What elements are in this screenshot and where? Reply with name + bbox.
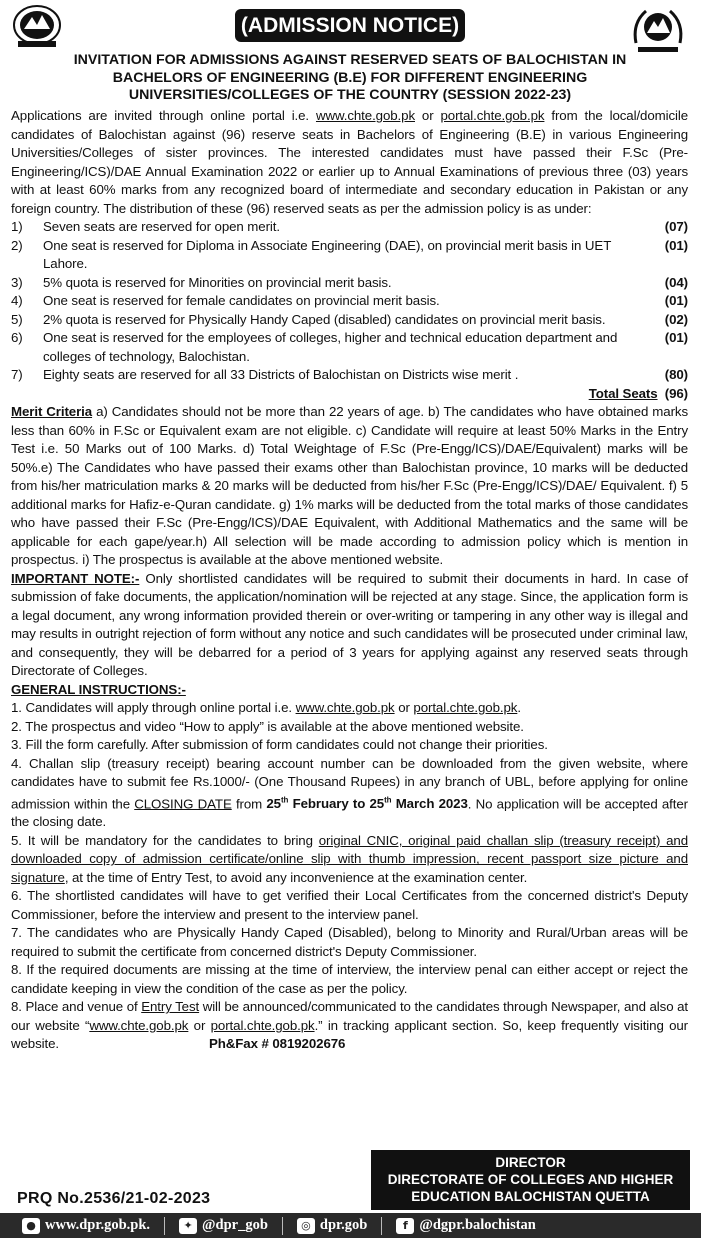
list-item [11, 366, 688, 385]
date-suffix: th [280, 795, 289, 805]
date-suffix: th [384, 795, 392, 805]
government-seal-icon [630, 3, 686, 57]
director-line: DIRECTORATE OF COLLEGES AND HIGHER [387, 1172, 674, 1187]
instruction-item: 8. If the required documents are missing at the time of interview, the interview penal can either accept or reject the candidate keeping in view the condition of the case as per the policy. [11, 962, 688, 996]
twitter-item[interactable] [179, 1217, 268, 1234]
instruction-text: 1. Candidates will apply through online portal i.e. [11, 700, 296, 715]
chte-website-link[interactable]: www.chte.gob.pk [89, 1017, 189, 1033]
instruction-item [11, 755, 688, 832]
item-number: 3) [11, 274, 23, 290]
instruction-text: 8. Place and venue of [11, 999, 142, 1015]
divider [381, 1217, 382, 1235]
instruction-text: or [188, 1017, 211, 1033]
instagram-icon: ◎ [297, 1218, 315, 1234]
instruction-text: or [394, 700, 414, 715]
list-item [11, 329, 688, 366]
important-note-label: IMPORTANT NOTE:- [11, 570, 140, 586]
item-number: 4) [11, 293, 23, 308]
phone-fax-number: Ph&Fax # 0819202676 [208, 1036, 346, 1052]
instruction-item [11, 699, 688, 718]
item-text: Seven seats are reserved for open merit. [43, 219, 280, 234]
item-number: 7) [11, 367, 23, 382]
important-note-text: Only shortlisted candidates will be required to submit their documents in hard. In case of submission of fake documents, the application/nomination will be rejected at any stage. Since, the application form is a legal document, any wrong information provided therein or over-writing or tampering in any other way is illegal and may results in outright rejection of form without any notice and such candidates will be prosecuted under criminal law, and consequently, they will be debarred for a period of 3 years for applying against any reserved seats through Directorate of Colleges. [11, 570, 689, 678]
item-count: (04) [664, 274, 688, 290]
chte-portal-link[interactable]: portal.chte.gob.pk [440, 108, 545, 123]
instruction-item [11, 998, 688, 1054]
instruction-text: 5. It will be mandatory for the candidates to bring [11, 832, 319, 848]
total-seats [11, 385, 688, 404]
heading-line: INVITATION FOR ADMISSIONS AGAINST RESERVED SEATS OF BALOCHISTAN IN [73, 52, 627, 68]
chte-portal-link[interactable]: portal.chte.gob.pk [413, 700, 518, 715]
notice-body [11, 107, 688, 1054]
merit-criteria-label: Merit Criteria [11, 404, 93, 419]
instruction-text: 4. Challan slip (treasury receipt) bearing account number can be downloaded from the given website, where candidates have to submit fee Rs.1000/- (One Thousand Rupees) in any branch of UBL, before applying for online admission within the [11, 755, 688, 811]
instruction-text: . No application will be accepted after the closing date. [11, 795, 688, 830]
date-text: 25 [266, 795, 281, 811]
intro-text: from the local/domicile candidates of Balochistan against (96) reserve seats in Bachelors of Engineering (B.E) in various Engineering Universities/Colleges of sister provinces. The interested candidates must have passed their F.Sc (Pre-Engineering/ICS)/DAE Annual Examination 2022 or earlier up to Annual Examinations of previous three (03) years with at least 60% marks from any recognized board of intermediate and secondary education in Pakistan or any foreign country. The distribution of these (96) reserved seats as per the admission policy is as under: [11, 108, 689, 216]
list-item [11, 311, 688, 330]
director-line: DIRECTOR [495, 1155, 566, 1170]
item-number: 6) [11, 330, 23, 345]
list-item [11, 237, 688, 274]
list-item [11, 292, 688, 311]
item-count: (01) [664, 237, 688, 253]
total-seats-label: Total Seats [588, 385, 658, 401]
item-number: 1) [11, 219, 23, 234]
director-line: EDUCATION BALOCHISTAN QUETTA [411, 1189, 650, 1204]
seat-distribution-list [11, 218, 688, 403]
twitter-icon: ✦ [179, 1218, 197, 1234]
divider [282, 1217, 283, 1235]
director-block [371, 1150, 690, 1210]
balochistan-emblem-icon [12, 3, 62, 49]
instagram-item[interactable] [297, 1217, 367, 1234]
item-text: Eighty seats are reserved for all 33 Districts of Balochistan on Districts wise merit . [43, 367, 519, 382]
instruction-text: . [517, 700, 521, 715]
instruction-text: .” in tracking applicant section. So, keep frequently visiting our website. [11, 1017, 689, 1052]
divider [164, 1217, 165, 1235]
notice-heading [40, 52, 660, 105]
important-note-paragraph [11, 570, 688, 681]
item-count: (80) [664, 367, 688, 382]
instruction-item: 3. Fill the form carefully. After submission of form candidates could not change their priorities. [11, 737, 548, 752]
instruction-item: 6. The shortlisted candidates will have to get verified their Local Certificates from the concerned district's Deputy Commissioner, before the interview and present to the interview panel. [11, 888, 688, 922]
item-text: 2% quota is reserved for Physically Handy Caped (disabled) candidates on provincial merit basis. [43, 311, 606, 327]
chte-portal-link[interactable]: portal.chte.gob.pk [210, 1017, 315, 1033]
merit-criteria-text: a) Candidates should not be more than 22 years of age. b) The candidates who have obtained marks less than 60% in F.Sc or Equivalent exam are not eligible. c) Candidate will require at least 50% Marks in the Entry Test i.e. 50 Marks out of 100 Marks. d) Total Weightage of F.Sc (Pre-Engg/ICS)/DAE/Equivalent) marks will be 50%.e) The Candidates who have passed their exams other than Balochistan province, 10 marks will be deducted from his/her matriculation marks & 20 marks will be deducted from his/her F.Sc (Pre-Engg/ICS)/DAE/ Equivalent. f) 5 additional marks for Hafiz-e-Quran candidate. g) 1% marks will be deducted from the total marks of those candidates who have passed their F.Sc (Pre-Engg/ICS)/DAE Equivalent, with Additional Mathematics and the same will be applicable for each gape/year.h) All selection will be made according to admission policy which is mention in prospectus. i) The prospectus is available at the above mentioned website. [11, 404, 688, 567]
item-number: 2) [11, 237, 23, 253]
entry-test-text: Entry Test [141, 999, 200, 1015]
instruction-item: 2. The prospectus and video “How to apply” is available at the above mentioned website. [11, 718, 524, 734]
intro-text: or [415, 108, 441, 123]
instruction-item [11, 832, 688, 888]
globe-icon: ● [22, 1218, 40, 1234]
closing-date-label: CLOSING DATE [134, 795, 232, 811]
prq-number: PRQ No.2536/21-02-2023 [17, 1190, 211, 1207]
social-footer-bar [0, 1213, 701, 1238]
item-number: 5) [11, 311, 23, 327]
date-text: February to 25 [288, 795, 385, 811]
instruction-text: from [231, 795, 267, 811]
merit-criteria-paragraph [11, 403, 688, 570]
instruction-text: , at the time of Entry Test, to avoid any inconvenience at the examination center. [64, 869, 528, 885]
instagram-handle: dpr.gob [319, 1217, 368, 1233]
instruction-item: 7. The candidates who are Physically Handy Caped (Disabled), belong to Minority and Rural/Urban areas will be required to submit the certificate from concerned district's Deputy Commissioner. [11, 925, 688, 959]
website-text: www.dpr.gob.pk. [45, 1217, 151, 1233]
intro-text: Applications are invited through online portal i.e. [11, 108, 316, 123]
item-text: 5% quota is reserved for Minorities on provincial merit basis. [43, 274, 392, 290]
item-count: (02) [664, 311, 688, 327]
instruction-text: will be announced/communicated to the candidates through Newspaper, and also at our website “ [11, 999, 688, 1033]
chte-website-link[interactable]: www.chte.gob.pk [295, 700, 395, 715]
general-instructions-label: GENERAL INSTRUCTIONS:- [11, 681, 186, 697]
item-text: One seat is reserved for Diploma in Associate Engineering (DAE), on provincial merit basis in UET Lahore. [43, 237, 611, 271]
heading-line: UNIVERSITIES/COLLEGES OF THE COUNTRY (SESSION 2022-23) [128, 87, 572, 103]
facebook-item[interactable] [396, 1217, 536, 1234]
list-item [11, 274, 688, 293]
twitter-handle: @dpr_gob [202, 1217, 268, 1233]
date-text: March 2023 [391, 795, 468, 811]
facebook-icon: f [396, 1218, 414, 1234]
item-count: (07) [664, 219, 688, 234]
item-count: (01) [664, 330, 688, 345]
total-seats-value: (96) [664, 385, 688, 401]
website-item[interactable] [22, 1217, 150, 1234]
facebook-handle: @dgpr.balochistan [419, 1217, 536, 1233]
closing-date-range [266, 796, 467, 811]
intro-paragraph [11, 107, 688, 218]
page-title: (ADMISSION NOTICE) [235, 9, 465, 42]
list-item [11, 218, 688, 237]
item-text: One seat is reserved for female candidates on provincial merit basis. [43, 293, 440, 308]
item-count: (01) [664, 293, 688, 308]
item-text: One seat is reserved for the employees of colleges, higher and technical education department and colleges of technology, Balochistan. [43, 330, 618, 364]
heading-line: BACHELORS OF ENGINEERING (B.E) FOR DIFFERENT ENGINEERING [112, 69, 588, 86]
chte-website-link[interactable]: www.chte.gob.pk [315, 108, 415, 123]
required-documents-text: original CNIC, original paid challan slip (treasury receipt) and downloaded copy of admission certificate/online slip with thumb impression, recent passport size picture and signature [11, 832, 688, 885]
